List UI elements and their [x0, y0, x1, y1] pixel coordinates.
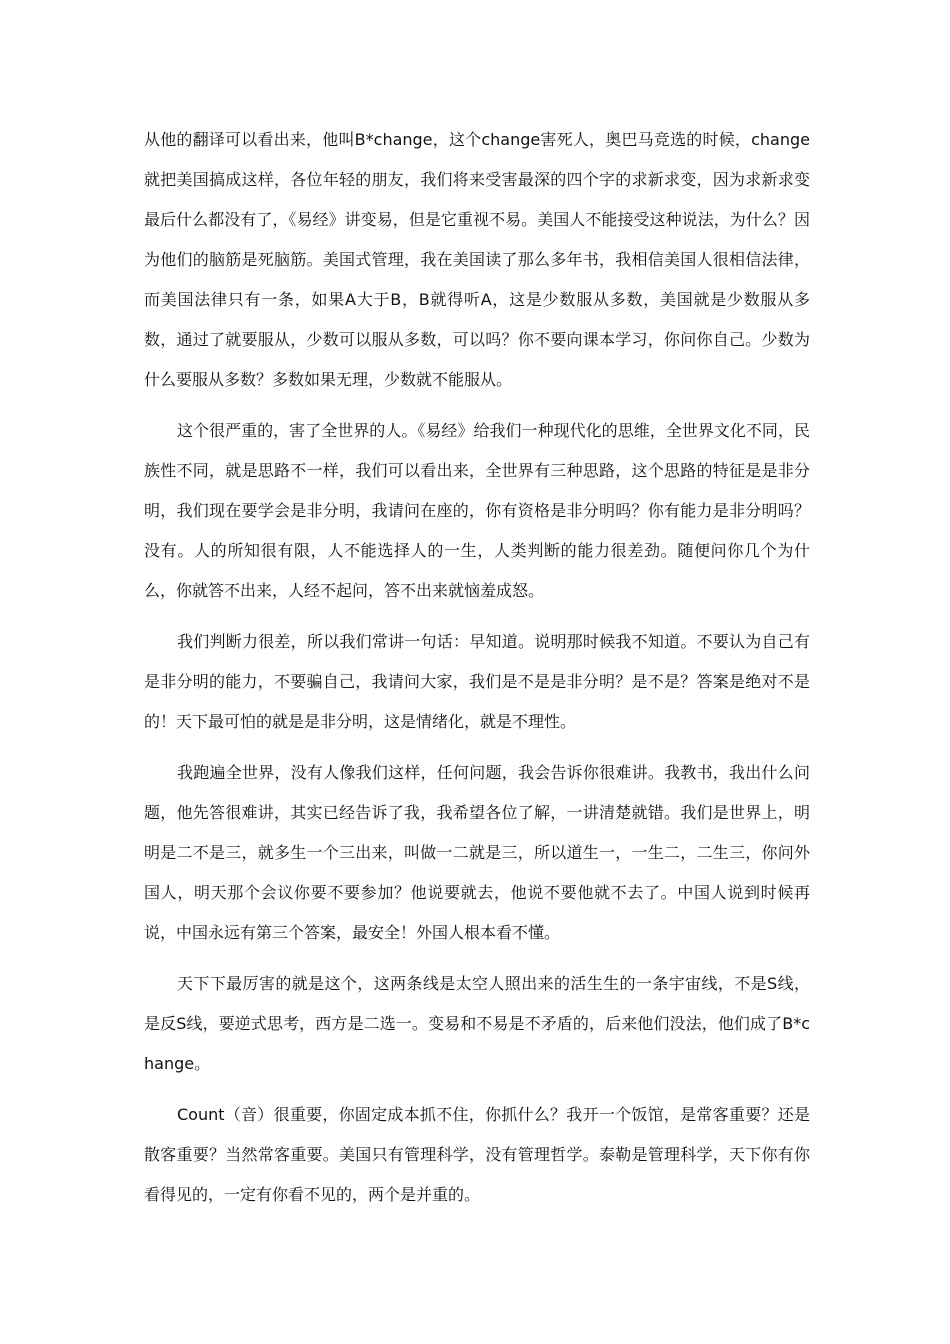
paragraph-6: Count（音）很重要，你固定成本抓不住，你抓什么？我开一个饭馆，是常客重要？还是散客重要？当然常客重要。美国只有管理科学，没有管理哲学。泰勒是管理科学，天下你有你看得见的，一定有你看不见的，两个是并重的。 [144, 1105, 810, 1204]
paragraph-3: 我们判断力很差，所以我们常讲一句话：早知道。说明那时候我不知道。不要认为自己有是非分明的能力，不要骗自己，我请问大家，我们是不是是非分明？是不是？答案是绝对不是的！天下最可怕的就是是非分明，这是情绪化，就是不理性。 [144, 632, 810, 731]
paragraph-1: 从他的翻译可以看出来，他叫B*change，这个change害死人，奥巴马竞选的时候，change就把美国搞成这样，各位年轻的朋友，我们将来受害最深的四个字的求新求变，因为求新求变最后什么都没有了，《易经》讲变易，但是它重视不易。美国人不能接受这种说法，为什么？因为他们的脑筋是死脑筋。美国式管理，我在美国读了那么多年书，我相信美国人很相信法律，而美国法律只有一条，如果A大于B，B就得听A，这是少数服从多数，美国就是少数服从多数，通过了就要服从，少数可以服从多数，可以吗？你不要向课本学习，你问你自己。少数为什么要服从多数？多数如果无理，少数就不能服从。 [144, 130, 810, 389]
paragraph-2: 这个很严重的，害了全世界的人。《易经》给我们一种现代化的思维，全世界文化不同，民族性不同，就是思路不一样，我们可以看出来，全世界有三种思路，这个思路的特征是是非分明，我们现在要学会是非分明，我请问在座的，你有资格是非分明吗？你有能力是非分明吗？没有。人的所知很有限，人不能选择人的一生，人类判断的能力很差劲。随便问你几个为什么，你就答不出来，人经不起问，答不出来就恼羞成怒。 [144, 421, 810, 600]
document-body [144, 120, 810, 1226]
paragraph-5: 天下下最厉害的就是这个，这两条线是太空人照出来的活生生的一条宇宙线，不是S线，是反S线，要逆式思考，西方是二选一。变易和不易是不矛盾的，后来他们没法，他们成了B*change。 [144, 974, 810, 1073]
paragraph-4: 我跑遍全世界，没有人像我们这样，任何问题，我会告诉你很难讲。我教书，我出什么问题，他先答很难讲，其实已经告诉了我，我希望各位了解，一讲清楚就错。我们是世界上，明明是二不是三，就多生一个三出来，叫做一二就是三，所以道生一，一生二，二生三，你问外国人，明天那个会议你要不要参加？他说要就去，他说不要他就不去了。中国人说到时候再说，中国永远有第三个答案，最安全！外国人根本看不懂。 [144, 763, 810, 942]
